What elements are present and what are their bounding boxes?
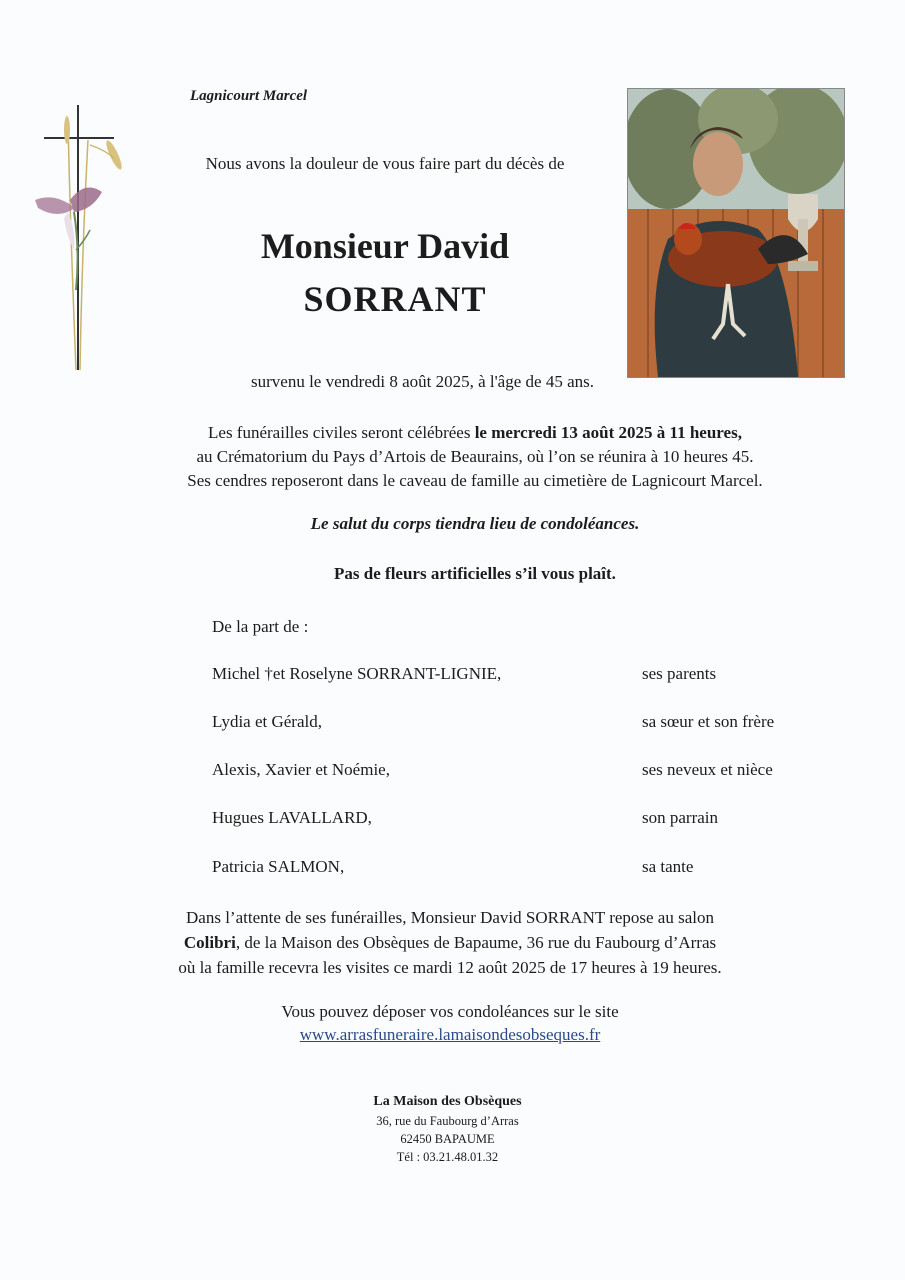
funeral-home-name: La Maison des Obsèques [373,1094,522,1109]
family-name: Hugues LAVALLARD, [212,808,372,827]
funeral-home-phone: Tél : 03.21.48.01.32 [396,1150,499,1164]
family-name: Patricia SALMON, [212,857,345,876]
condolences-link[interactable]: www.arrasfuneraire.lamaisondesobseques.fr [299,1025,601,1044]
salon-name: Colibri [183,933,236,952]
family-name: Alexis, Xavier et Noémie, [212,760,390,779]
visitation-details [100,905,800,980]
visitation-line-3: où la famille recevra les visites ce mardi 12 août 2025 de 17 heures à 19 heures. [178,958,722,977]
from-label: De la part de : [212,617,309,636]
family-relation: sa sœur et son frère [642,712,775,731]
deceased-name: Monsieur David [260,226,510,266]
family-relation: ses neveux et nièce [642,760,773,779]
death-date-text: survenu le vendredi 8 août 2025, à l'âge de 45 ans. [251,372,594,391]
salut-notice: Le salut du corps tiendra lieu de condoléances. [310,514,640,533]
condolences-text: Vous pouvez déposer vos condoléances sur le site [281,1002,619,1021]
visitation-line-1: Dans l’attente de ses funérailles, Monsieur David SORRANT repose au salon [186,908,714,927]
funeral-line-1: Les funérailles civiles seront célébrées le mercredi 13 août 2025 à 11 heures, [208,423,742,442]
funeral-details [140,421,810,493]
family-relation: ses parents [642,664,717,683]
deceased-surname: SORRANT [303,279,487,319]
funeral-home-address: 36, rue du Faubourg d’Arras [376,1114,519,1128]
funeral-line-3: Ses cendres reposeront dans le caveau de famille au cimetière de Lagnicourt Marcel. [187,471,763,490]
funeral-date: le mercredi 13 août 2025 à 11 heures, [474,423,742,442]
cross-lily-icon [30,100,130,375]
family-name: Michel †et Roselyne SORRANT-LIGNIE, [212,664,502,683]
village-name: Lagnicourt Marcel [190,88,308,104]
family-relation: sa tante [642,857,694,876]
flowers-notice: Pas de fleurs artificielles s’il vous plaît. [334,564,616,583]
visitation-line-2: Colibri, de la Maison des Obsèques de Bapaume, 36 rue du Faubourg d’Arras [183,933,717,952]
family-name: Lydia et Gérald, [212,712,322,731]
funeral-home-city: 62450 BAPAUME [400,1132,495,1146]
family-relation: son parrain [642,808,719,827]
funeral-line-2: au Crématorium du Pays d’Artois de Beaurains, où l’on se réunira à 10 heures 45. [196,447,754,466]
portrait-photo [627,88,845,378]
intro-text: Nous avons la douleur de vous faire part du décès de [205,154,565,173]
